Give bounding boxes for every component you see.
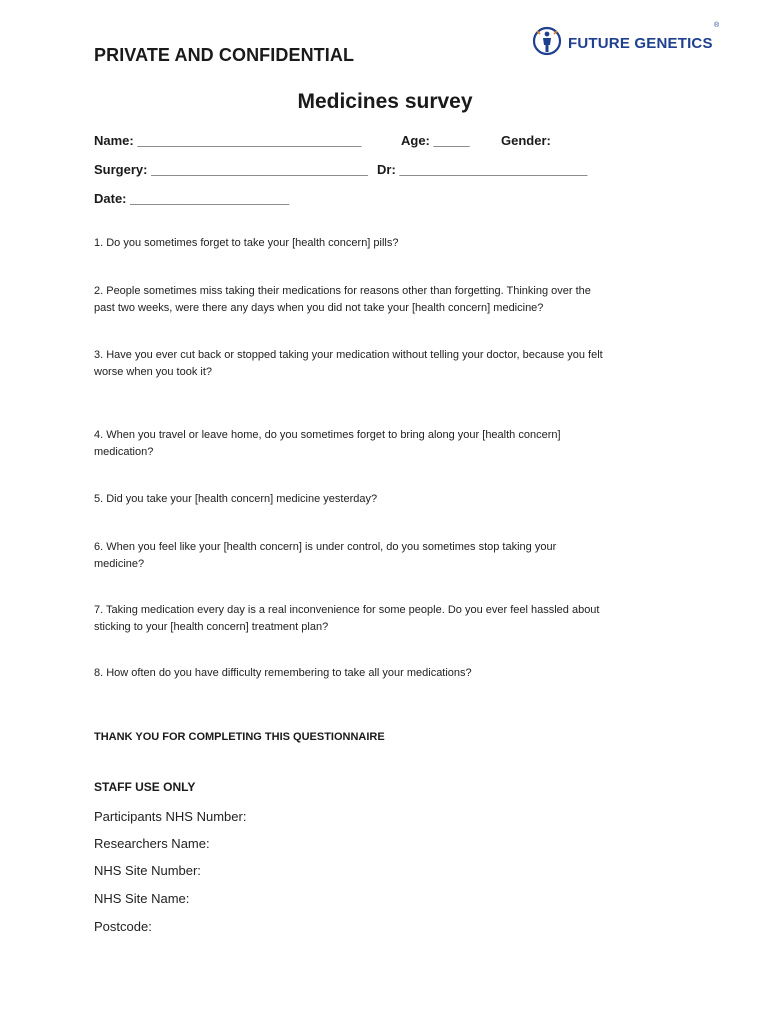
confidential-heading: PRIVATE AND CONFIDENTIAL [94,45,355,65]
question-4 [94,427,684,461]
surgery-field[interactable]: Surgery: ______________________________ [94,162,368,177]
question-line: 2. People sometimes miss taking their medications for reasons other than forgetting. Thinking over the [94,285,591,297]
date-field[interactable]: Date: ______________________ [94,191,290,206]
question-line: past two weeks, were there any days when you did not take your [health concern] medicine? [94,302,544,314]
postcode-field[interactable]: Postcode: [94,919,152,934]
site-number-field[interactable]: NHS Site Number: [94,863,201,878]
registered-mark: ® [714,22,720,29]
person-circle-icon [530,24,564,63]
survey-title: Medicines survey [297,90,473,113]
age-field[interactable]: Age: _____ [401,133,470,148]
site-name-field[interactable]: NHS Site Name: [94,891,190,906]
question-6 [94,539,684,573]
question-line: worse when you took it? [94,366,213,378]
researcher-name-field[interactable]: Researchers Name: [94,836,210,851]
question-8 [94,665,684,682]
name-field[interactable]: Name: _______________________________ [94,133,362,148]
question-line: medication? [94,446,154,458]
question-3 [94,347,684,381]
staff-use-heading: STAFF USE ONLY [94,780,196,794]
question-line: 5. Did you take your [health concern] medicine yesterday? [94,493,378,505]
future-genetics-logo [530,22,720,63]
question-line: medicine? [94,558,145,570]
gender-field[interactable]: Gender: [501,133,551,148]
question-line: 8. How often do you have difficulty remembering to take all your medications? [94,667,472,679]
doctor-field[interactable]: Dr: __________________________ [377,162,588,177]
question-line: 1. Do you sometimes forget to take your [health concern] pills? [94,237,399,249]
question-line: 6. When you feel like your [health concern] is under control, do you sometimes stop taking your [94,541,557,553]
question-7 [94,602,684,636]
logo-wordmark: FUTURE GENETICS [568,35,713,52]
question-5 [94,491,684,508]
question-2 [94,283,684,317]
question-line: 3. Have you ever cut back or stopped taking your medication without telling your doctor, because you felt [94,349,603,361]
question-line: 4. When you travel or leave home, do you sometimes forget to bring along your [health concern] [94,429,561,441]
question-1 [94,235,684,252]
question-line: 7. Taking medication every day is a real inconvenience for some people. Do you ever feel hassled about [94,604,600,616]
nhs-number-field[interactable]: Participants NHS Number: [94,809,247,824]
question-line: sticking to your [health concern] treatment plan? [94,621,329,633]
thank-you-note: THANK YOU FOR COMPLETING THIS QUESTIONNAIRE [94,731,385,743]
